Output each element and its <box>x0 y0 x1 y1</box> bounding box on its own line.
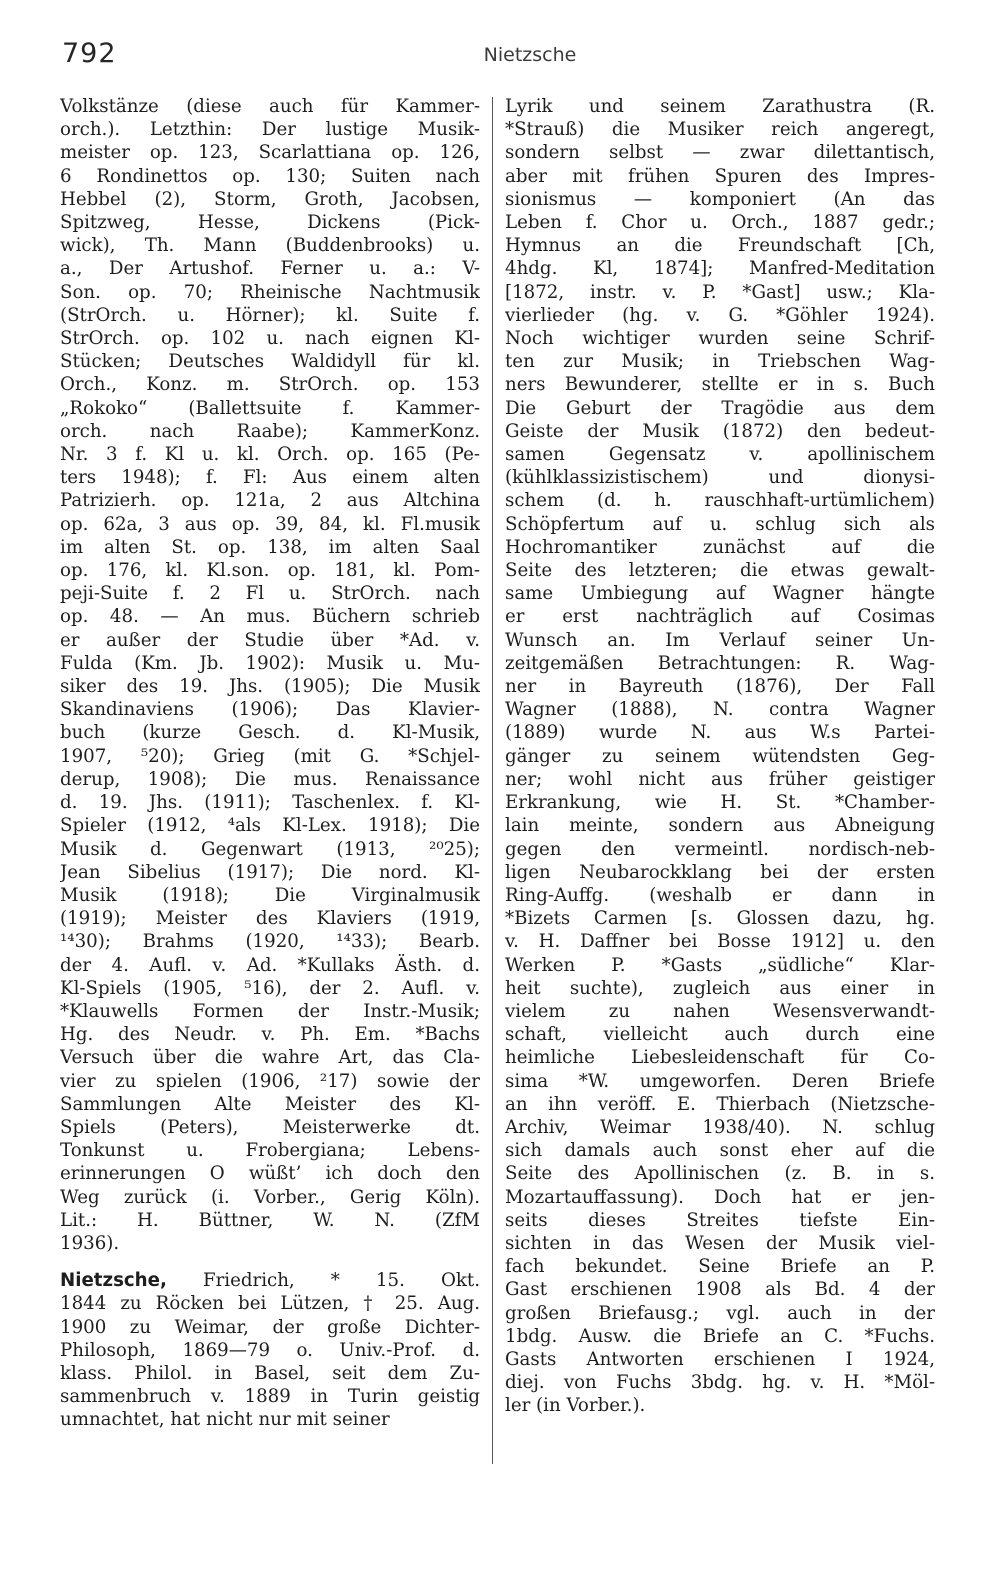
text-line: orch.). Letzthin: Der lustige Musik- <box>60 119 480 141</box>
text-line: Hg. des Neudr. v. Ph. Em. *Bachs <box>60 1024 480 1046</box>
text-line: heit suchte), zugleich aus einer in <box>505 977 935 999</box>
text-line: Skandinaviens (1906); Das Klavier- <box>60 699 480 721</box>
entry-heading: Nietzsche, <box>60 1270 167 1292</box>
text-line: vielem zu nahen Wesensverwandt- <box>505 1000 935 1022</box>
text-line: sondern selbst — zwar dilettantisch, <box>505 142 935 164</box>
text-line: gegen den vermeintl. nordisch-neb- <box>505 838 935 860</box>
text-line: Geiste der Musik (1872) den bedeut- <box>505 420 935 442</box>
text-line: Spiels (Peters), Meisterwerke dt. <box>60 1116 480 1138</box>
text-line: Versuch über die wahre Art, das Cla- <box>60 1047 480 1069</box>
text-line: ters 1948); f. Fl: Aus einem alten <box>60 467 480 489</box>
text-line: Volkstänze (diese auch für Kammer- <box>60 96 480 117</box>
text-line: op. 176, kl. Kl.son. op. 181, kl. Pom- <box>60 560 480 582</box>
text-line: Gast erschienen 1908 als Bd. 4 der <box>505 1279 935 1301</box>
text-line: meister op. 123, Scarlattiana op. 126, <box>60 142 480 164</box>
text-line: seits dieses Streites tiefste Ein- <box>505 1209 935 1231</box>
text-line: d. 19. Jhs. (1911); Taschenlex. f. Kl- <box>60 792 480 814</box>
text-line: lain meinte, sondern aus Abneigung <box>505 815 935 837</box>
text-line: ners Bewunderer, stellte er in s. Buch <box>505 374 935 396</box>
right-text-column <box>505 95 935 1418</box>
text-line: Philosoph, 1869—79 o. Univ.-Prof. d. <box>60 1339 480 1361</box>
text-line: Schöpfertum auf u. schlug sich als <box>505 513 935 535</box>
text-line: Hebbel (2), Storm, Groth, Jacobsen, <box>60 188 480 210</box>
text-line: Jean Sibelius (1917); Die nord. Kl- <box>60 861 480 883</box>
text-line: Spitzweg, Hesse, Dickens (Pick- <box>60 212 480 234</box>
text-line: heimliche Liebesleidenschaft für Co- <box>505 1047 935 1069</box>
text-line: gänger zu seinem wütendsten Geg- <box>505 745 935 767</box>
text-line: *Strauß) die Musiker reich angeregt, <box>505 119 935 141</box>
text-line: sammenbruch v. 1889 in Turin geistig <box>60 1386 480 1408</box>
text-line: Hochromantiker zunächst auf die <box>505 536 935 558</box>
text-line: vierlieder (hg. v. G. *Göhler 1924). <box>505 304 935 326</box>
text-line: (StrOrch. u. Hörner); kl. Suite f. <box>60 304 480 326</box>
page-header <box>60 38 940 78</box>
text-line: 1844 zu Röcken bei Lützen, † 25. Aug. <box>60 1293 480 1315</box>
text-line: Musik (1918); Die Virginalmusik <box>60 884 480 906</box>
page-number: 792 <box>62 38 117 69</box>
text-line: [1872, instr. v. P. *Gast] usw.; Kla- <box>505 281 935 303</box>
text-line: zeitgemäßen Betrachtungen: R. Wag- <box>505 652 935 674</box>
text-line: Son. op. 70; Rheinische Nachtmusik <box>60 281 480 303</box>
text-line: Werken P. *Gasts „südliche“ Klar- <box>505 954 935 976</box>
text-line: ¹⁴30); Brahms (1920, ¹⁴33); Bearb. <box>60 931 480 953</box>
column-divider <box>492 97 493 1464</box>
text-line: (kühlklassizistischem) und dionysi- <box>505 467 935 489</box>
text-line: Gasts Antworten erschienen I 1924, <box>505 1348 935 1370</box>
text-line: *Klauwells Formen der Instr.-Musik; <box>60 1000 480 1022</box>
text-line: samen Gegensatz v. apollinischem <box>505 444 935 466</box>
text-line: Patrizierh. op. 121a, 2 aus Altchina <box>60 490 480 512</box>
text-line: Wunsch an. Im Verlauf seiner Un- <box>505 629 935 651</box>
text-line: Seite des Apollinischen (z. B. in s. <box>505 1163 935 1185</box>
text-line: Tonkunst u. Frobergiana; Lebens- <box>60 1140 480 1162</box>
text-line: sich damals auch sonst eher auf die <box>505 1140 935 1162</box>
left-text-column <box>60 95 480 1432</box>
text-line: schem (d. h. rauschhaft-urtümlichem) <box>505 490 935 512</box>
text-line: Die Geburt der Tragödie aus dem <box>505 397 935 419</box>
text-line: erinnerungen O wüßt’ ich doch den <box>60 1163 480 1185</box>
text-line: großen Briefausg.; vgl. auch in der <box>505 1302 935 1324</box>
text-line: v. H. Daffner bei Bosse 1912] u. den <box>505 931 935 953</box>
text-line: ner in Bayreuth (1876), Der Fall <box>505 676 935 698</box>
text-line: Lyrik und seinem Zarathustra (R. <box>505 96 935 117</box>
text-line: Sammlungen Alte Meister des Kl- <box>60 1093 480 1115</box>
text-line: 1907, ⁵20); Grieg (mit G. *Schjel- <box>60 745 480 767</box>
text-line: Lit.: H. Büttner, W. N. (ZfM <box>60 1209 480 1231</box>
text-line: vier zu spielen (1906, ²17) sowie der <box>60 1070 480 1092</box>
text-line: a., Der Artushof. Ferner u. a.: V- <box>60 258 480 280</box>
text-line: im alten St. op. 138, im alten Saal <box>60 536 480 558</box>
text-line: fach bekundet. Seine Briefe an P. <box>505 1256 935 1278</box>
text-line: op. 48. — An mus. Büchern schrieb <box>60 606 480 628</box>
text-line: Stücken; Deutsches Waldidyll für kl. <box>60 351 480 373</box>
running-head: Nietzsche <box>483 44 577 66</box>
text-line: ner; wohl nicht aus früher geistiger <box>505 768 935 790</box>
text-line: Nr. 3 f. Kl u. kl. Orch. op. 165 (Pe- <box>60 444 480 466</box>
text-line: StrOrch. op. 102 u. nach eignen Kl- <box>60 328 480 350</box>
text-line: Archiv, Weimar 1938/40). N. schlug <box>505 1116 935 1138</box>
text-line: 1936). <box>60 1232 120 1254</box>
text-line: Leben f. Chor u. Orch., 1887 gedr.; <box>505 212 935 234</box>
text-line: Weg zurück (i. Vorber., Gerig Köln). <box>60 1186 480 1208</box>
text-line: diej. von Fuchs 3bdg. hg. v. H. *Möl- <box>505 1372 935 1394</box>
text-line: Erkrankung, wie H. St. *Chamber- <box>505 792 935 814</box>
text-line: Mozartauffassung). Doch hat er jen- <box>505 1186 935 1208</box>
text-line: sima *W. umgeworfen. Deren Briefe <box>505 1070 935 1092</box>
text-line: klass. Philol. in Basel, seit dem Zu- <box>60 1362 480 1384</box>
text-line: aber mit frühen Spuren des Impres- <box>505 165 935 187</box>
text-line: der 4. Aufl. v. Ad. *Kullaks Ästh. d. <box>60 954 480 976</box>
text-line: derup, 1908); Die mus. Renaissance <box>60 768 480 790</box>
text-line: 6 Rondinettos op. 130; Suiten nach <box>60 165 480 187</box>
text-line: Orch., Konz. m. StrOrch. op. 153 <box>60 374 480 396</box>
text-line: sionismus — komponiert (An das <box>505 188 935 210</box>
text-line: Ring-Auffg. (weshalb er dann in <box>505 884 935 906</box>
text-line: umnachtet, hat nicht nur mit seiner <box>60 1409 390 1431</box>
text-line: ler (in Vorber.). <box>505 1395 646 1417</box>
text-line: Noch wichtiger wurden seine Schrif- <box>505 328 935 350</box>
text-line: op. 62a, 3 aus op. 39, 84, kl. Fl.musik <box>60 513 480 535</box>
text-line: „Rokoko“ (Ballettsuite f. Kammer- <box>60 397 480 419</box>
text-line: 1bdg. Ausw. die Briefe an C. *Fuchs. <box>505 1325 935 1347</box>
text-line: ten zur Musik; in Triebschen Wag- <box>505 351 935 373</box>
text-line: *Bizets Carmen [s. Glossen dazu, hg. <box>505 908 935 930</box>
text-line: Kl-Spiels (1905, ⁵16), der 2. Aufl. v. <box>60 977 480 999</box>
text-line: an ihn veröff. E. Thierbach (Nietzsche- <box>505 1093 935 1115</box>
text-line: same Umbiegung auf Wagner hängte <box>505 583 935 605</box>
text-line: Nietzsche, Friedrich, * 15. Okt. <box>60 1270 480 1292</box>
text-line: 1900 zu Weimar, der große Dichter- <box>60 1316 480 1338</box>
text-line: Wagner (1888), N. contra Wagner <box>505 699 935 721</box>
text-line: (1919); Meister des Klaviers (1919, <box>60 908 480 930</box>
text-line: Fulda (Km. Jb. 1902): Musik u. Mu- <box>60 652 480 674</box>
text-line: ligen Neubarockklang bei der ersten <box>505 861 935 883</box>
text-line: er erst nachträglich auf Cosimas <box>505 606 935 628</box>
text-line: orch. nach Raabe); KammerKonz. <box>60 420 480 442</box>
text-line: buch (kurze Gesch. d. Kl-Musik, <box>60 722 480 744</box>
text-line: siker des 19. Jhs. (1905); Die Musik <box>60 676 480 698</box>
text-line: wick), Th. Mann (Buddenbrooks) u. <box>60 235 480 257</box>
text-line: (1889) wurde N. aus W.s Partei- <box>505 722 935 744</box>
text-line: Musik d. Gegenwart (1913, ²⁰25); <box>60 838 480 860</box>
text-line: 4hdg. Kl, 1874]; Manfred-Meditation <box>505 258 935 280</box>
text-line: Seite des letzteren; die etwas gewalt- <box>505 560 935 582</box>
text-line: Spieler (1912, ⁴als Kl-Lex. 1918); Die <box>60 815 480 837</box>
text-line: peji-Suite f. 2 Fl u. StrOrch. nach <box>60 583 480 605</box>
text-line: sichten in das Wesen der Musik viel- <box>505 1232 935 1254</box>
text-line: er außer der Studie über *Ad. v. <box>60 629 480 651</box>
text-line: Hymnus an die Freundschaft [Ch, <box>505 235 935 257</box>
text-line: schaft, vielleicht auch durch eine <box>505 1024 935 1046</box>
